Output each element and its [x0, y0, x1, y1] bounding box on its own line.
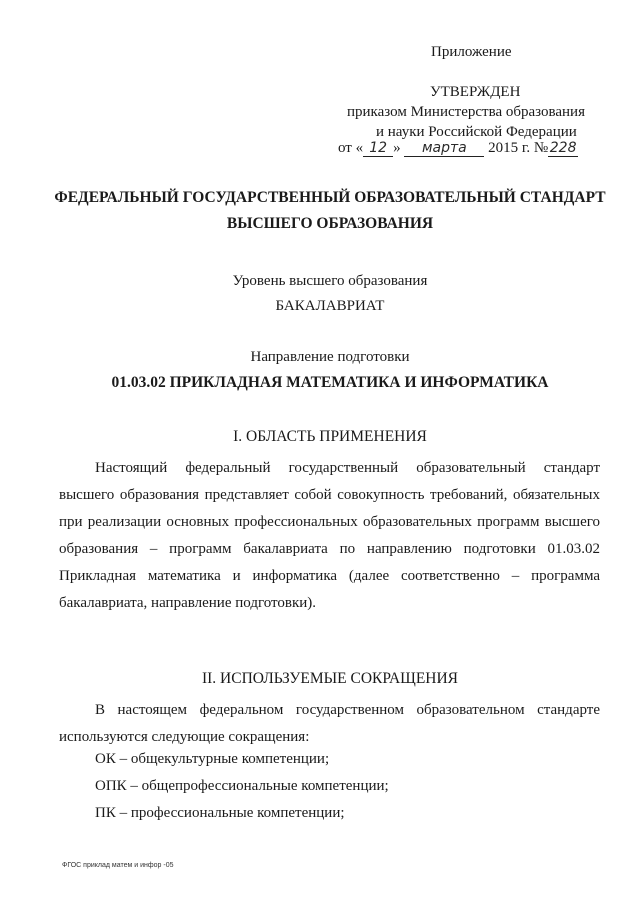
- date-prefix: от «: [338, 140, 364, 156]
- handwritten-month: марта: [404, 140, 484, 157]
- section-1-paragraph: Настоящий федеральный государственный образовательный стандарт высшего образования представляет собой совокупность требований, обязательных при реализации основных профессиональных образовательных программ высшего образования – программ бакалавриата по направлению подготовки 01.03.02 Прикладная математика и информатика (далее соответственно – программа бакалавриата, направление подготовки).: [59, 460, 600, 611]
- appendix-label: Приложение: [431, 44, 512, 60]
- handwritten-day: 12: [363, 140, 393, 157]
- document-title-line-2: ВЫСШЕГО ОБРАЗОВАНИЯ: [226, 215, 434, 232]
- abbreviation-item: ОК – общекультурные компетенции;: [95, 751, 330, 767]
- handwritten-order-number: 228: [549, 140, 577, 156]
- date-year: 2015 г. №: [488, 140, 549, 156]
- abbreviation-item: ПК – профессиональные компетенции;: [95, 805, 345, 821]
- order-line-1: приказом Министерства образования: [347, 104, 585, 120]
- order-date-line: [338, 140, 578, 157]
- abbreviation-item: ОПК – общепрофессиональные компетенции;: [95, 778, 389, 794]
- direction-value: 01.03.02 ПРИКЛАДНАЯ МАТЕМАТИКА И ИНФОРМАТИКА: [111, 374, 549, 391]
- section-2-heading: II. ИСПОЛЬЗУЕМЫЕ СОКРАЩЕНИЯ: [201, 670, 459, 687]
- section-2-intro: В настоящем федеральном государственном образовательном стандарте используются следующие сокращения:: [59, 702, 600, 745]
- date-mid: »: [393, 140, 401, 156]
- direction-label: Направление подготовки: [250, 349, 410, 365]
- education-level-label: Уровень высшего образования: [232, 273, 428, 289]
- document-title-line-1: ФЕДЕРАЛЬНЫЙ ГОСУДАРСТВЕННЫЙ ОБРАЗОВАТЕЛЬНЫЙ СТАНДАРТ: [54, 189, 606, 206]
- order-line-2: и науки Российской Федерации: [376, 124, 577, 140]
- education-level-value: БАКАЛАВРИАТ: [275, 298, 385, 314]
- page-footer: ФГОС приклад матем и инфор -05: [62, 862, 174, 869]
- approved-label: УТВЕРЖДЕН: [430, 84, 521, 100]
- section-1-heading: I. ОБЛАСТЬ ПРИМЕНЕНИЯ: [233, 428, 427, 445]
